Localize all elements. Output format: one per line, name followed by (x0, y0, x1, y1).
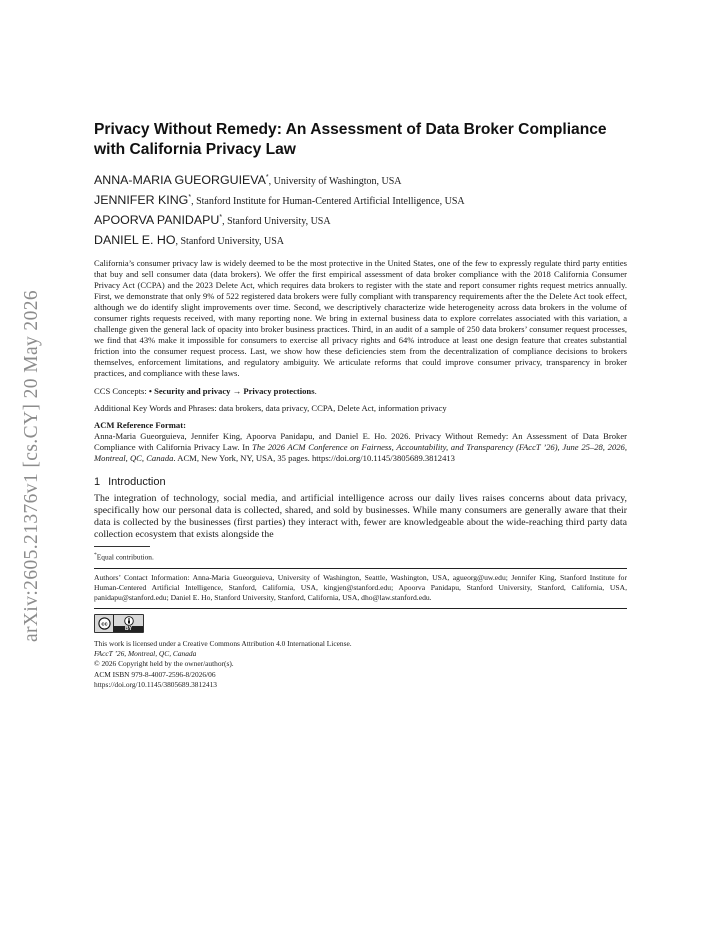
author-mark: * (219, 213, 223, 221)
ccs-concepts (94, 386, 627, 397)
copyright-line: © 2026 Copyright held by the owner/author(s). (94, 659, 234, 669)
author-affiliation: , University of Washington, USA (268, 176, 402, 188)
section-number: 1 (94, 475, 101, 488)
paper-title: Privacy Without Remedy: An Assessment of Data Broker Compliance with California Privacy Law (94, 121, 607, 158)
author-mark: * (265, 174, 269, 181)
attribution-icon (114, 615, 143, 632)
divider (94, 568, 627, 569)
ccs-value: • Security and privacy → Privacy protections (148, 385, 315, 396)
author-entry (94, 210, 627, 230)
isbn-line: ACM ISBN 979-8-4007-2596-8/2026/06 (94, 669, 216, 679)
ccs-label: CCS Concepts: (94, 385, 149, 396)
author-name: ANNA-MARIA GUEORGUIEVA (94, 173, 266, 188)
conference-line: FAccT ’26, Montreal, QC, Canada (94, 648, 197, 658)
author-name: APOORVA PANIDAPU (94, 212, 220, 227)
abstract: California’s consumer privacy law is widely deemed to be the most protective in the United States, one of the few to expressly regulate third party entities that buy and sell consumer data (data brokers). We offer the first empirical assessment of data broker compliance with the 2018 California Consumer Privacy Act (CCPA) and the 2023 Delete Act, which requires data brokers to register with the state and report consumer rights request metrics annually. First, we demonstrate that only 9% of 522 registered data brokers were fully compliant with transparency requirements after the the Delete Act took effect, although we do identify slight improvements over time. Second, we descriptively characterize wide heterogeneity across data brokers in the volume of consumer rights requests received, with many reporting none. We bring in external business data to explore correlates associated with this variation, a challenge given the general lack of opacity into broker business practices. Third, in an audit of a sample of 250 data brokers’ consumer request processes, we find that 43% make it impossible for consumers to exercise all privacy rights and 64% introduce at least one design feature that creates substantial friction into the consumer request process. Last, we show how these deficiencies stem from the decentralization of compliance decisions to brokers themselves, enforcement limitations, and regulatory ambiguity. We articulate reforms that could improve consumer privacy, transparency in broker practices, and compliance with these laws. (94, 257, 627, 378)
reference-format (94, 431, 627, 464)
author-entry (94, 230, 627, 250)
reference-authors: Anna-Maria Gueorguieva, Jennifer King, Apoorva Panidapu, and Daniel E. Ho. 2026. Privacy Without Remedy: An Assessment of Data Broker Compliance with California Privacy Law. In (94, 430, 627, 452)
author-mark: * (188, 193, 192, 201)
author-entry (94, 170, 627, 190)
author-contact-info: Authors’ Contact Information: Anna-Maria Gueorguieva, University of Washington, Seattle, Washington, USA, agueorg@uw.edu; Jennifer King, Stanford Institute for Human-Centered Artificial Intelligence, Stanford, California, USA, kingjen@stanford.edu; Apoorva Panidapu, Stanford University, Stanford, California, USA, panidapu@stanford.edu; Daniel E. Ho, Stanford University, Stanford, California, USA, dho@law.stanford.edu. (94, 572, 627, 603)
divider (94, 608, 627, 609)
cc-by-license-badge (94, 614, 144, 633)
arxiv-identifier-stamp (14, 256, 50, 676)
author-name: JENNIFER KING (94, 193, 189, 208)
svg-text:cc: cc (100, 621, 108, 628)
footnote-mark: * (94, 551, 97, 558)
license-statement: This work is licensed under a Creative Commons Attribution 4.0 International License. (94, 638, 352, 648)
footnote-text: Equal contribution. (96, 551, 154, 561)
paper-first-page (94, 120, 627, 691)
license-block (94, 639, 627, 691)
by-label: BY (114, 626, 143, 632)
keywords: Additional Key Words and Phrases: data brokers, data privacy, CCPA, Delete Act, information privacy (94, 402, 447, 413)
cc-logo-icon (95, 615, 113, 632)
reference-tail: . ACM, New York, NY, USA, 35 pages. https://doi.org/10.1145/3805689.3812413 (173, 452, 455, 463)
author-entry (94, 190, 627, 210)
arxiv-identifier-text: arXiv:2605.21376v1 [cs.CY] 20 May 2026 (21, 289, 42, 643)
ccs-end: . (314, 385, 317, 396)
footnote (94, 550, 627, 562)
author-list (94, 170, 627, 250)
author-affiliation: , Stanford University, USA (222, 215, 331, 227)
reference-venue: The 2026 ACM Conference on Fairness, Accountability, and Transparency (FAccT ’26), June 25–28, 2026, Montreal, QC, Canada (94, 441, 627, 463)
author-affiliation: , Stanford Institute for Human-Centered Artificial Intelligence, USA (191, 196, 465, 208)
author-affiliation: , Stanford University, USA (175, 235, 284, 247)
footnote-rule (94, 546, 150, 547)
reference-heading: ACM Reference Format: (94, 419, 186, 430)
author-name: DANIEL E. HO (94, 232, 176, 247)
doi-line: https://doi.org/10.1145/3805689.3812413 (94, 680, 217, 690)
section-title: Introduction (108, 475, 166, 488)
section-heading (94, 476, 627, 488)
introduction-paragraph: The integration of technology, social media, and artificial intelligence across our daily lives raises concerns about data privacy, specifically how our personal data is collected, shared, and sold by businesses. While many consumers are generally aware that their data is collected by the businesses (first parties) they interact with, fewer are knowledgeable about the wide-reaching third party data collection ecosystem that exists alongside the (94, 492, 627, 541)
